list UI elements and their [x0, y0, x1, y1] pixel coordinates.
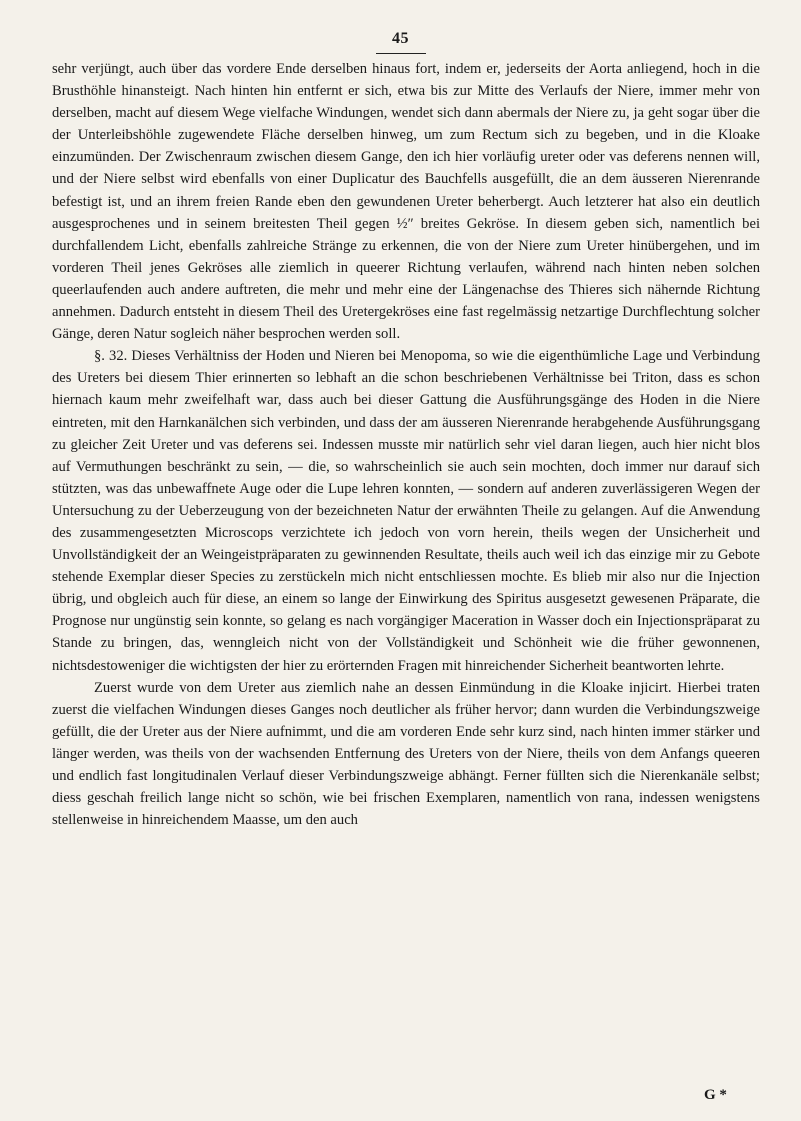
paragraph-3: Zuerst wurde von dem Ureter aus ziemlich nahe an dessen Einmündung in die Kloake injicirt. Hierbei traten zuerst die vielfachen Windungen dieses Ganges noch deutlicher als früher hervor; dann wurden die Verbindungszweige gefüllt, die der Ureter aus der Niere aufnimmt, und die am vorderen Ende sehr kurz sind, nach hinten immer stärker und länger werden, was theils von der wachsenden Entfernung des Ureters von der Niere, theils von dem Anfangs queeren und endlich fast longitudinalen Verlauf dieser Verbindungszweige abhängt. Ferner füllten sich die Nierenkanäle selbst; diess geschah freilich lange nicht so schön, wie bei frischen Exemplaren, namentlich von rana, indessen wenigstens stellenweise in hinreichendem Maasse, um den auch: [52, 679, 760, 829]
header-rule: [376, 53, 426, 54]
body-text: [52, 58, 760, 831]
paragraph-2: §. 32. Dieses Verhältniss der Hoden und Nieren bei Menopoma, so wie die eigenthümliche Lage und Verbindung des Ureters bei diesem Thier erinnerten so lebhaft an die schon beschriebenen Verhältnisse bei Triton, dass es schon hiernach kaum mehr zweifelhaft war, dass auch bei dieser Gattung die Ausführungsgänge des Hoden in die Niere eintreten, mit den Harnkanälchen sich verbinden, und dass der am äusseren Nierenrande herabgehende Ausführungsgang zu gleicher Zeit Ureter und vas deferens sei. Indessen musste mir natürlich sehr viel daran liegen, auch hier nicht blos auf Vermuthungen beschränkt zu sein, — die, so wahrscheinlich sie auch sein mochten, doch immer nur darauf sich stützten, was das unbewaffnete Auge oder die Lupe lehren konnten, — sondern auf anderen zuverlässigeren Wegen der Untersuchung zu der Ueberzeugung von der bezeichneten Natur der erwähnten Theile zu gelangen. Auf die Anwendung des zusammengesetzten Microscops verzichtete ich jedoch von vorn herein, theils wegen der Unsicherheit und Unvollständigkeit der an Weingeistpräparaten zu gewinnenden Resultate, theils auch weil ich das einzige mir zu Gebote stehende Exemplar dieser Species zu zerstückeln mich nicht entschliessen mochte. Es blieb mir also nur die Injection übrig, und obgleich auch für diese, an einem so lange der Einwirkung des Spiritus ausgesetzt gewesenen Präparate, die Prognose nur ungünstig sein konnte, so gelang es nach vorgängiger Maceration in Wasser doch ein Injectionspräparat zu Stande zu bringen, das, wenngleich nicht von der Vollständigkeit und Schönheit wie die früher gewonnenen, nichtsdestoweniger die wichtigsten der hier zu erörternden Fragen mit hinreichender Sicherheit beantworten lehrte.: [52, 348, 760, 674]
signature-mark: G *: [704, 1087, 727, 1103]
paragraph-1: sehr verjüngt, auch über das vordere Ende derselben hinaus fort, indem er, jederseits der Aorta anliegend, hoch in die Brusthöhle hinansteigt. Nach hinten hin entfernt er sich, etwa bis zur Mitte des Verlaufs der Niere, immer mehr von derselben, macht auf diesem Wege vielfache Windungen, wendet sich dann abermals der Niere zu, ja geht sogar über die der Unterleibshöhle zugewendete Fläche derselben hinweg, um zum Rectum sich zu begeben, und in die Kloake einzumünden. Der Zwischenraum zwischen diesem Gange, den ich hier vorläufig ureter oder vas deferens nennen will, und der Niere selbst wird ebenfalls von einer Duplicatur des Bauchfells ausgefüllt, die an dem äusseren Nierenrande befestigt ist, und an ihrem freien Rande eben den gewundenen Ureter beherbergt. Auch letzterer hat also ein deutlich ausgesprochenes und in seinem breitesten Theil gegen ½″ breites Gekröse. In diesem geben sich, namentlich bei durchfallendem Licht, ebenfalls zahlreiche Stränge zu erkennen, die von der Niere zum Ureter hinübergehen, und im vorderen Theil jenes Gekröses alle ziemlich in queerer Richtung verlaufen, während nach hinten neben solchen queerlaufenden auch andere auftreten, die mehr und mehr eine der Längenachse des Thieres sich nähernde Richtung annehmen. Dadurch entsteht in diesem Theil des Uretergekröses eine fast regelmässig netzartige Durchflechtung solcher Gänge, deren Natur sogleich näher besprochen werden soll.: [52, 61, 760, 343]
page-number: 45: [392, 30, 409, 47]
